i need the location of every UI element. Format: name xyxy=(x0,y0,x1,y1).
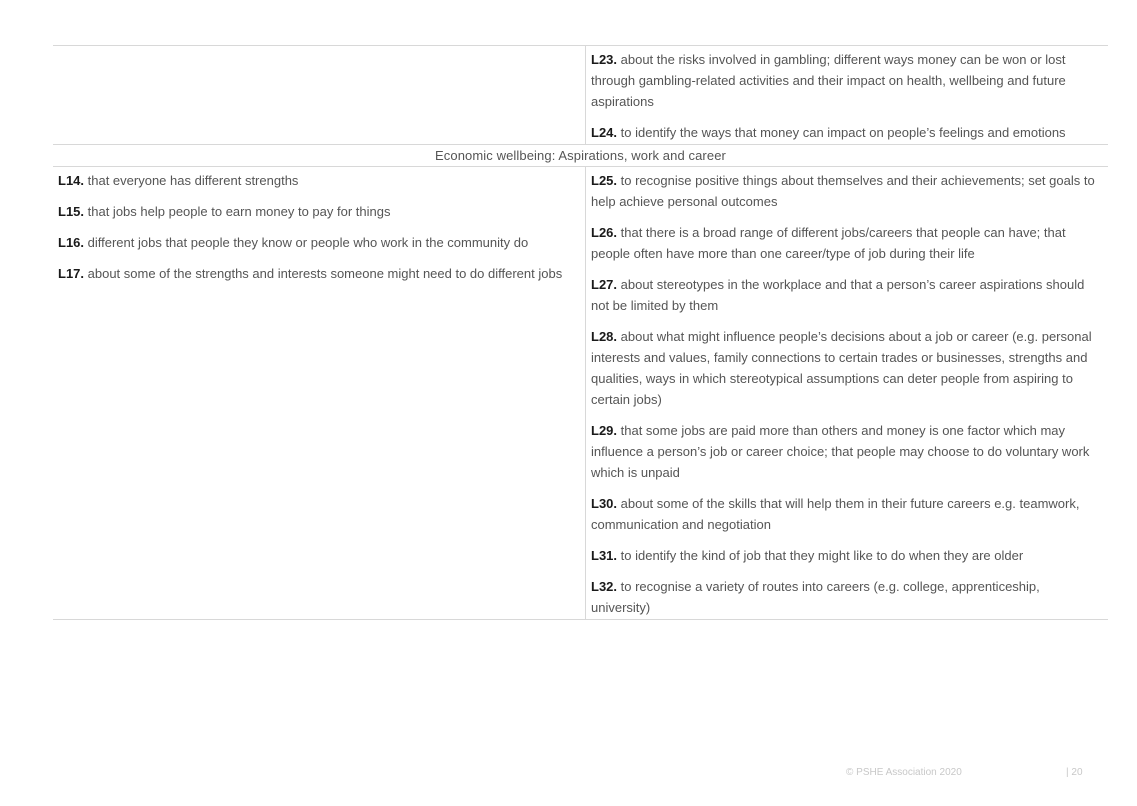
objective-text: to identify the kind of job that they might like to do when they are older xyxy=(620,548,1024,563)
objective-code: L27. xyxy=(591,277,618,292)
objective-item xyxy=(591,420,1100,483)
objective-item xyxy=(58,201,573,222)
objective-code: L29. xyxy=(591,423,618,438)
objective-code: L14. xyxy=(58,173,85,188)
objective-text: that some jobs are paid more than others and money is one factor which may influence a person’s job or career choice; that people may choose to do voluntary work which is unpaid xyxy=(591,423,1090,480)
objective-item xyxy=(591,576,1100,618)
right-column-cell xyxy=(586,167,1109,620)
objective-text: that everyone has different strengths xyxy=(87,173,299,188)
objective-code: L30. xyxy=(591,496,618,511)
objective-code: L15. xyxy=(58,204,85,219)
objective-text: about stereotypes in the workplace and that a person’s career aspirations should not be limited by them xyxy=(591,277,1085,313)
objective-code: L17. xyxy=(58,266,85,281)
objective-item xyxy=(591,222,1100,264)
objective-code: L26. xyxy=(591,225,618,240)
objective-text: that there is a broad range of different jobs/careers that people can have; that people often have more than one career/type of job during their life xyxy=(591,225,1066,261)
objective-item xyxy=(591,545,1100,566)
objective-text: about what might influence people’s decisions about a job or career (e.g. personal interests and values, family connections to certain trades or businesses, strengths and qualities, ways in which stereotypical assumptions can deter people from aspiring to certain jobs) xyxy=(591,329,1092,407)
objective-item xyxy=(591,274,1100,316)
section-heading: Economic wellbeing: Aspirations, work and career xyxy=(53,145,1108,167)
objective-code: L24. xyxy=(591,125,618,140)
objective-code: L16. xyxy=(58,235,85,250)
objective-code: L32. xyxy=(591,579,618,594)
objective-item xyxy=(591,493,1100,535)
objective-code: L25. xyxy=(591,173,618,188)
objective-code: L28. xyxy=(591,329,618,344)
objective-text: that jobs help people to earn money to pay for things xyxy=(87,204,391,219)
section-heading-row xyxy=(53,145,1108,167)
objective-text: about the risks involved in gambling; different ways money can be won or lost through gambling-related activities and their impact on health, wellbeing and future aspirations xyxy=(591,52,1066,109)
objective-text: about some of the skills that will help them in their future careers e.g. teamwork, communication and negotiation xyxy=(591,496,1080,532)
table-row-careers xyxy=(53,167,1108,620)
objective-item xyxy=(591,170,1100,212)
objective-text: different jobs that people they know or people who work in the community do xyxy=(87,235,529,250)
left-column-cell xyxy=(53,167,586,620)
objective-item xyxy=(58,263,573,284)
objective-item xyxy=(591,326,1100,410)
footer-copyright: © PSHE Association 2020 xyxy=(846,767,962,778)
right-column-cell xyxy=(586,46,1109,145)
objective-text: to recognise positive things about themselves and their achievements; set goals to help achieve personal outcomes xyxy=(591,173,1095,209)
objective-text: to recognise a variety of routes into careers (e.g. college, apprenticeship, university) xyxy=(591,579,1040,615)
curriculum-table xyxy=(53,45,1108,620)
table-row-money xyxy=(53,46,1108,145)
objective-code: L31. xyxy=(591,548,618,563)
objective-item xyxy=(591,122,1100,143)
left-column-cell xyxy=(53,46,586,145)
objective-text: to identify the ways that money can impact on people’s feelings and emotions xyxy=(620,125,1066,140)
objective-code: L23. xyxy=(591,52,618,67)
objective-item xyxy=(591,49,1100,112)
objective-item xyxy=(58,170,573,191)
objective-text: about some of the strengths and interests someone might need to do different jobs xyxy=(87,266,563,281)
footer-page-number: | 20 xyxy=(1066,767,1083,778)
objective-item xyxy=(58,232,573,253)
